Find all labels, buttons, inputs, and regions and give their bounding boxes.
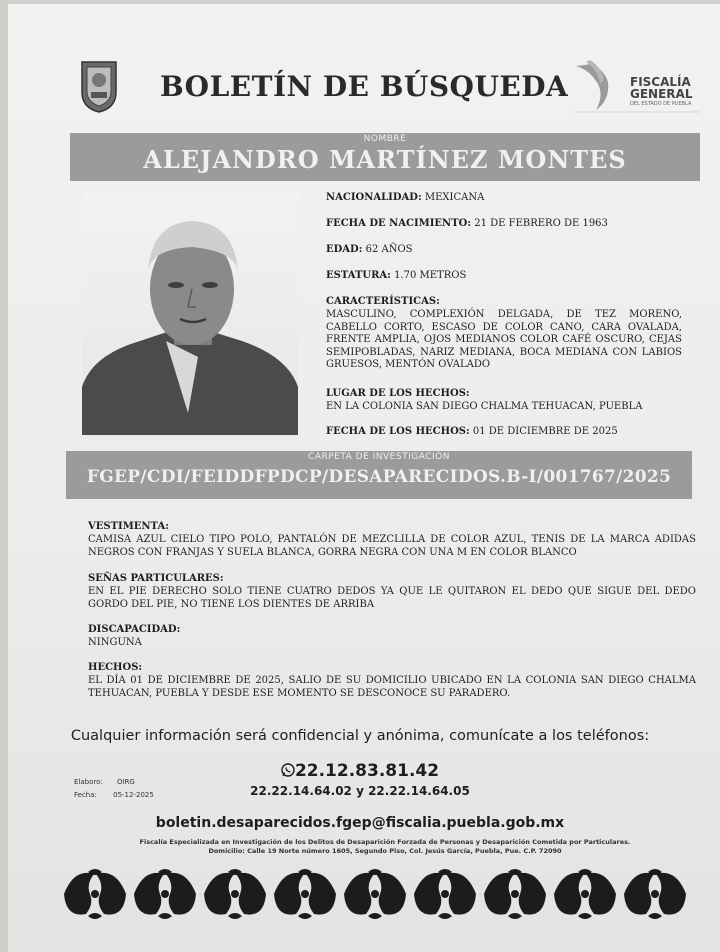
agency-name <box>630 76 692 100</box>
place-value: EN LA COLONIA SAN DIEGO CHALMA TEHUACAN, PUEBLA <box>326 401 643 412</box>
height-label: ESTATURA: <box>326 270 391 281</box>
disability-label: DISCAPACIDAD: <box>88 624 181 635</box>
person-photo <box>82 191 298 435</box>
event-date-value: 01 DE DICIEMBRE DE 2025 <box>472 426 618 437</box>
event-date-label: FECHA DE LOS HECHOS: <box>326 426 470 437</box>
nationality-row <box>326 192 484 203</box>
disability-section <box>88 623 696 649</box>
fecha-value: 05-12-2025 <box>113 791 154 799</box>
person-name: ALEJANDRO MARTÍNEZ MONTES <box>143 145 627 174</box>
fecha-label: Fecha: <box>74 791 97 799</box>
name-label: NOMBRE <box>363 134 407 144</box>
whatsapp-icon <box>281 763 295 777</box>
nationality-value: MEXICANA <box>424 192 485 203</box>
clothing-section <box>88 520 696 559</box>
elaboro-label: Elaboro: <box>74 778 103 786</box>
age-value: 62 AÑOS <box>365 244 413 255</box>
footer-line2: Domicilio: Calle 19 Norte número 1605, Segundo Piso, Col. Jesús García, Puebla, Pue. C.P. 72090 <box>208 847 562 855</box>
folder-label: CARPETA DE INVESTIGACIÓN <box>308 452 450 462</box>
main-phone-row <box>0 761 720 781</box>
marks-section <box>88 572 696 611</box>
bulletin-title: BOLETÍN DE BÚSQUEDA <box>160 70 569 103</box>
clothing-value: CAMISA AZUL CIELO TIPO POLO, PANTALÓN DE MEZCLILLA DE COLOR AZUL, TENIS DE LA MARCA ADIDAS NEGROS CON FRANJAS Y SUELA BLANCA, GORRA NEGRA CON UNA M EN COLOR BLANCO <box>88 534 696 558</box>
birth-value: 21 DE FEBRERO DE 1963 <box>474 218 608 229</box>
facts-value: EL DÍA 01 DE DICIEMBRE DE 2025, SALIO DE SU DOMICILIO UBICADO EN LA COLONIA SAN DIEGO CHALMA TEHUACAN, PUEBLA Y DESDE ESE MOMENTO SE DESCONOCE SU PARADERO. <box>88 675 696 699</box>
marks-value: EN EL PIE DERECHO SOLO TIENE CUATRO DEDOS YA QUE LE QUITARON EL DEDO QUE SIGUE DEL DEDO GORDO DEL PIE, NO TIENE LOS DIENTES DE ARRIBA <box>88 586 696 610</box>
birth-row <box>326 218 608 229</box>
height-row <box>326 270 466 281</box>
age-label: EDAD: <box>326 244 363 255</box>
marks-label: SEÑAS PARTICULARES: <box>88 573 224 584</box>
facts-section <box>88 661 696 700</box>
age-row <box>326 244 413 255</box>
clothing-label: VESTIMENTA: <box>88 521 169 532</box>
agency-subtitle: DEL ESTADO DE PUEBLA <box>630 101 692 107</box>
alt-phones[interactable]: 22.22.14.64.02 y 22.22.14.64.05 <box>250 784 470 798</box>
talavera-ornament-icon <box>60 866 690 922</box>
event-date-row <box>326 426 618 437</box>
state-seal-icon <box>78 58 120 114</box>
agency-line2: GENERAL <box>630 87 693 101</box>
height-value: 1.70 METROS <box>394 270 467 281</box>
facts-label: HECHOS: <box>88 662 143 673</box>
name-banner <box>70 133 700 181</box>
contact-call-to-action: Cualquier información será confidencial y anónima, comunícate a los teléfonos: <box>70 728 650 744</box>
place-label: LUGAR DE LOS HECHOS: <box>326 388 470 399</box>
contact-email[interactable]: boletin.desaparecidos.fgep@fiscalia.puebla.gob.mx <box>155 815 565 831</box>
nationality-label: NACIONALIDAD: <box>326 192 422 203</box>
folder-number: FGEP/CDI/FEIDDFPDCP/DESAPARECIDOS.B-I/001767/2025 <box>86 467 672 487</box>
birth-label: FECHA DE NACIMIENTO: <box>326 218 472 229</box>
main-phone[interactable]: 22.12.83.81.42 <box>294 761 440 781</box>
elaboro-value: OIRG <box>116 778 135 786</box>
features-value: MASCULINO, COMPLEXIÓN DELGADA, DE TEZ MORENO, CABELLO CORTO, ESCASO DE COLOR CANO, CARA OVALADA, FRENTE AMPLIA, OJOS MEDIANOS COLOR CAFÉ OSCURO, CEJAS SEMIPOBLADAS, NARIZ MEDIANA, BOCA MEDIANA CON LABIOS GRUESOS, MENTÓN OVALADO <box>326 309 682 371</box>
features-label: CARACTERÍSTICAS: <box>326 296 440 307</box>
agency-line1: FISCALÍA <box>630 75 691 89</box>
footer-address <box>90 838 680 856</box>
footer-line1: Fiscalía Especializada en Investigación de los Delitos de Desaparición Forzada de Personas y Desaparición Cometida por Particulares. <box>139 838 631 846</box>
disability-value: NINGUNA <box>88 637 142 648</box>
folder-banner <box>66 451 692 499</box>
